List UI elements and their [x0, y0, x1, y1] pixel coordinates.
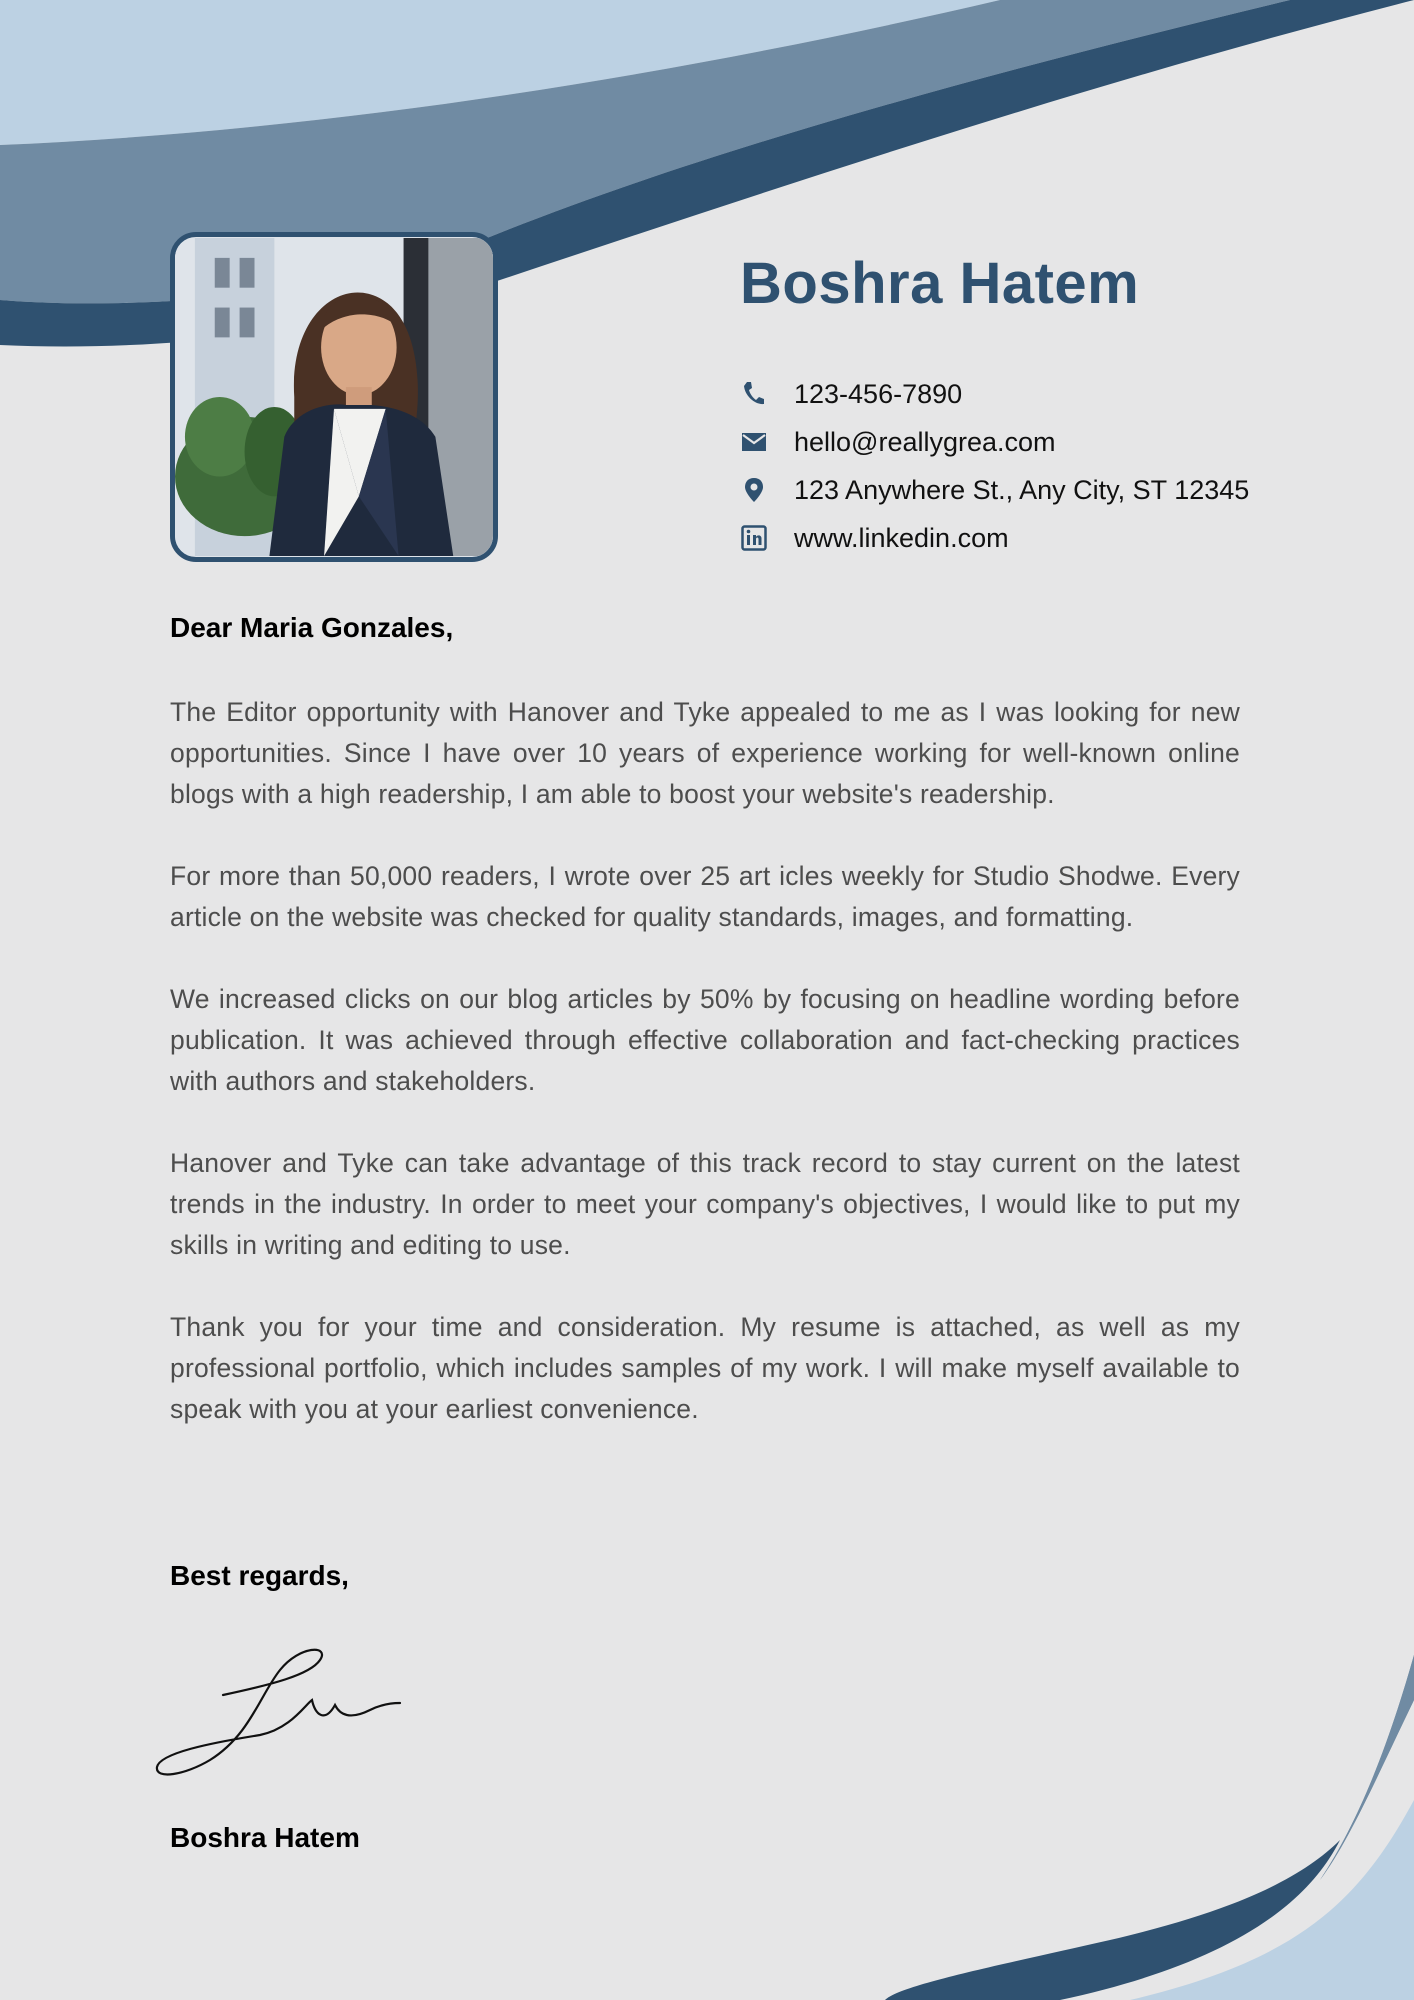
profile-photo [170, 232, 498, 562]
signature-icon [150, 1645, 410, 1785]
linkedin-icon [740, 524, 768, 552]
contact-phone [740, 370, 1340, 418]
paragraph: Thank you for your time and consideration. My resume is attached, as well as my professional portfolio, which includes samples of my work. I will make myself available to speak with you at your earliest convenience. [170, 1312, 1240, 1424]
portrait-photo-icon [175, 237, 493, 557]
address-text: 123 Anywhere St., Any City, ST 12345 [794, 474, 1250, 505]
email-text: hello@reallygrea.com [794, 426, 1056, 457]
letter-body [170, 612, 1240, 1471]
phone-text: 123-456-7890 [794, 378, 963, 409]
contact-list [740, 370, 1340, 562]
applicant-name: Boshra Hatem [740, 251, 1140, 316]
linkedin-text: www.linkedin.com [794, 522, 1009, 553]
signer-name: Boshra Hatem [170, 1822, 360, 1853]
paragraph: The Editor opportunity with Hanover and Tyke appealed to me as I was looking for new opportunities. Since I have over 10 years of experience working for well-known online blogs with a high readership, I am able to boost your website's readership. [170, 697, 1240, 809]
closing: Best regards, [170, 1560, 349, 1591]
paragraph: We increased clicks on our blog articles by 50% by focusing on headline wording before publication. It was achieved through effective collaboration and fact-checking practices with authors and stakeholders. [170, 984, 1240, 1096]
phone-icon [740, 380, 768, 408]
paragraph: Hanover and Tyke can take advantage of this track record to stay current on the latest trends in the industry. In order to meet your company's objectives, I would like to put my skills in writing and editing to use. [170, 1148, 1240, 1260]
paragraph: For more than 50,000 readers, I wrote over 25 art icles weekly for Studio Shodwe. Every article on the website was checked for quality standards, images, and formatting. [170, 861, 1240, 932]
contact-address [740, 466, 1340, 514]
contact-email [740, 418, 1340, 466]
contact-linkedin [740, 514, 1340, 562]
location-pin-icon [740, 476, 768, 504]
email-icon [740, 428, 768, 456]
salutation: Dear Maria Gonzales, [170, 612, 454, 643]
